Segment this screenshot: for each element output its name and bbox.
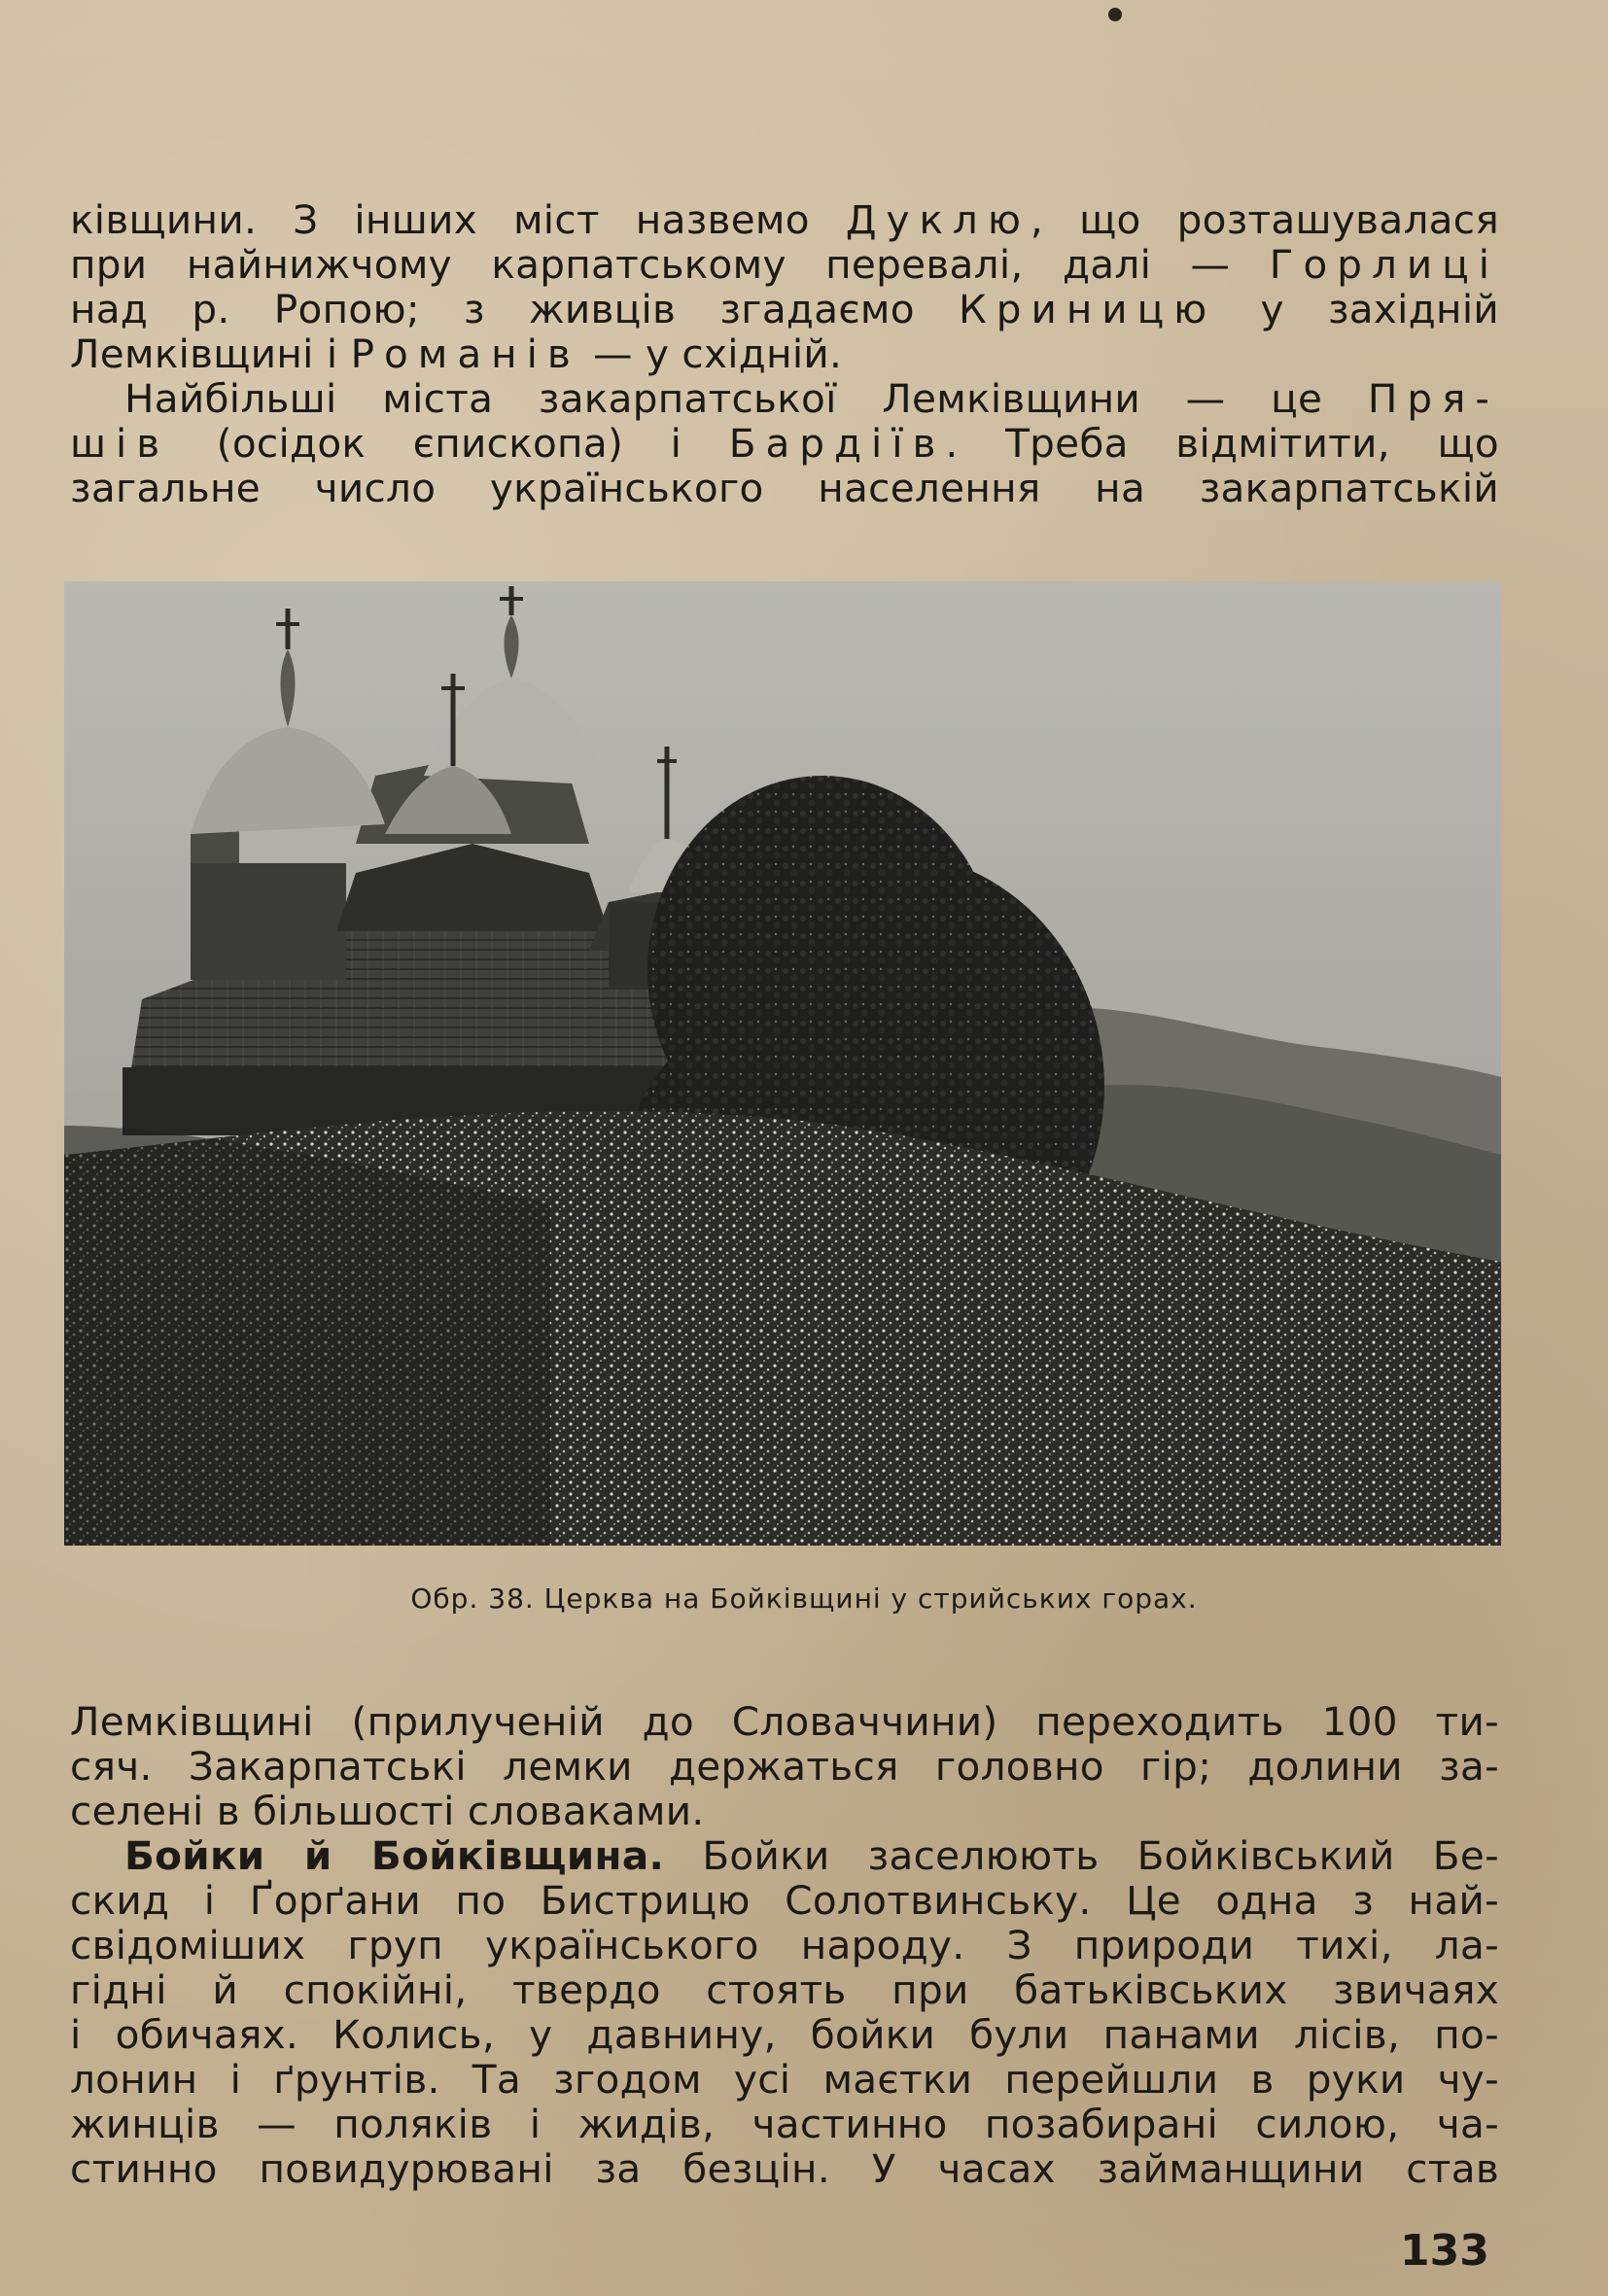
spaced-place-name: Дуклю [845,196,1031,243]
text-run: ківщини. З інших міст назвемо [70,196,846,243]
spaced-place-name: Пря- [1367,375,1499,422]
text-run: над р. Ропою; з живців згадаємо [70,286,960,332]
church-photograph [64,581,1501,1546]
text-line: сяч. Закарпатські лемки держаться головно гір; долини за- [70,1743,1499,1790]
text-run: , що розташувалася [1030,196,1499,243]
text-line [70,376,1499,421]
text-run: (осідок єпископа) і [169,420,729,467]
text-line [70,421,1499,466]
spaced-place-name: Криницю [959,286,1217,332]
spaced-place-name: Бардіїв [728,420,946,467]
spaced-place-name: Горлиці [1269,241,1499,288]
text-line [70,331,1499,376]
text-line: загальне число українського населення на закарпатській [70,465,1499,511]
photo-illustration [64,581,1501,1546]
text-run: Лемківщині і [70,330,351,377]
text-block-top [70,197,1499,510]
text-line [70,197,1499,242]
text-line: свідоміших груп українського народу. З природи тихі, ла- [70,1922,1499,1968]
ink-dot [1108,8,1122,21]
text-line [70,1833,1499,1878]
text-line: лонин і ґрунтів. Та згодом усі маєтки перейшли в руки чу- [70,2056,1499,2103]
text-line: жинців — поляків і жидів, частинно позабирані силою, ча- [70,2101,1499,2147]
text-run: Бойки заселюють Бойківський Бе- [664,1832,1499,1879]
spaced-place-name: шів [70,420,170,467]
section-heading: Бойки й Бойківщина. [124,1832,665,1879]
text-run: при найнижчому карпатському перевалі, далі — [70,241,1270,288]
text-line: стинно повидурювані за безцін. У часах займанщини став [70,2145,1499,2192]
text-run: . Треба відмітити, що [945,420,1499,467]
figure-caption: Обр. 38. Церква на Бойківщині у стрийських горах. [410,1583,1198,1615]
text-line [70,287,1499,331]
text-line [70,242,1499,287]
text-line: скид і Ґорґани по Бистрицю Солотвинську. Це одна з най- [70,1877,1499,1924]
text-line: гідні й спокійні, твердо стоять при батьківських звичаях [70,1966,1499,2013]
text-run: — у східній. [579,330,843,377]
spaced-place-name: Романів [350,330,580,377]
page-number: 133 [1400,2226,1489,2276]
text-run: у західній [1216,286,1499,332]
text-block-bottom [70,1699,1499,2191]
text-line: Лемківщині (прилученій до Словаччини) переходить 100 ти- [70,1698,1499,1745]
text-run: Найбільші міста закарпатської Лемківщини — це [124,375,1368,422]
text-line: і обичаях. Колись, у давнину, бойки були панами лісів, по- [70,2011,1499,2058]
text-line: селені в більшості словаками. [70,1788,705,1834]
